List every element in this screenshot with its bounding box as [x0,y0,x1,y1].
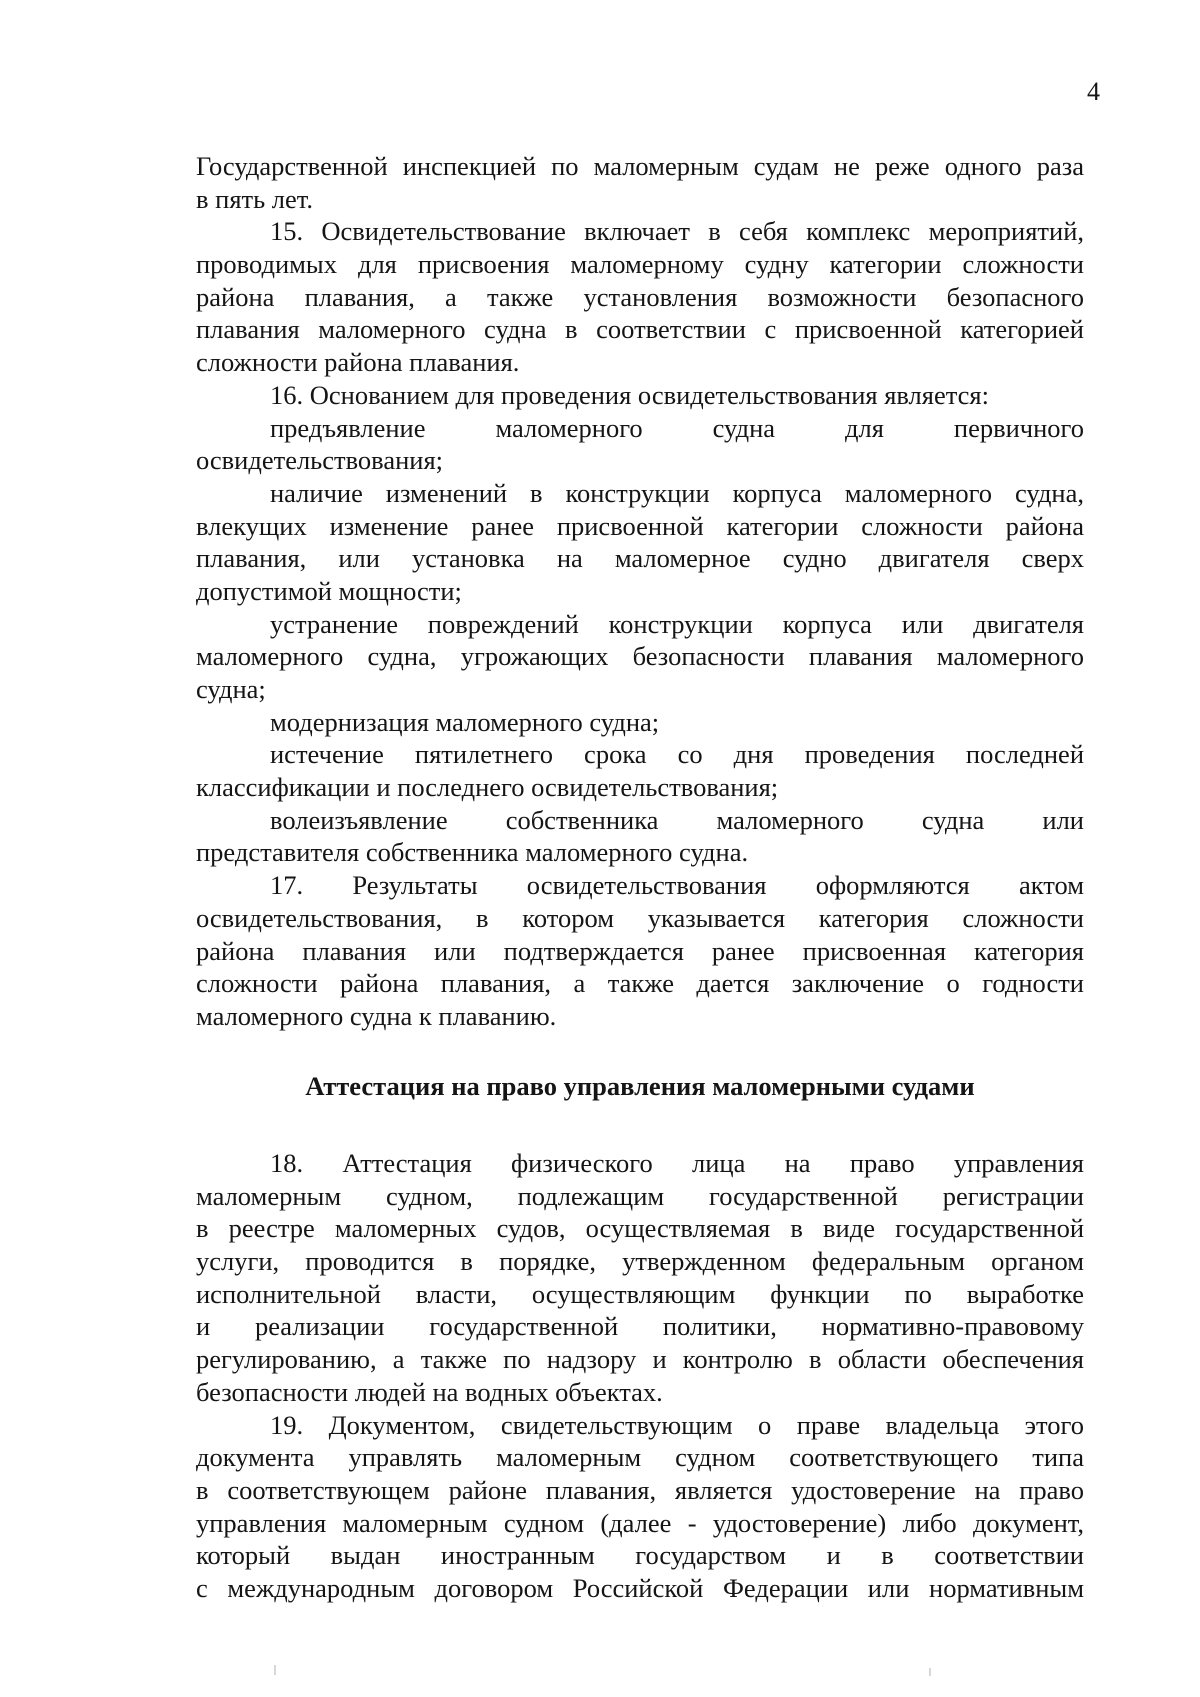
text-line: плавания маломерного судна в соответствии с присвоенной категорией [196,314,1084,345]
text-line: который выдан иностранным государством и в соответствии [196,1540,1084,1571]
page-number: 4 [1087,77,1100,106]
text-line: маломерным судном, подлежащим государственной регистрации [196,1180,1084,1211]
scan-speck [274,1665,276,1675]
text-line: услуги, проводится в порядке, утвержденном федеральным органом [196,1246,1084,1277]
text-line: освидетельствования, в котором указывается категория сложности [196,902,1084,933]
scan-speck [929,1668,931,1676]
text-line: истечение пятилетнего срока со дня проведения последней [270,739,1084,770]
text-line: предъявление маломерного судна для первичного [270,412,1084,443]
text-line: сложности района плавания. [196,347,520,378]
text-line: классификации и последнего освидетельствования; [196,772,779,803]
text-line: 16. Основанием для проведения освидетельствования является: [270,379,989,410]
paragraphs-section-before [196,150,1084,1033]
text-line: в реестре маломерных судов, осуществляемая в виде государственной [196,1213,1084,1244]
text-line: безопасности людей на водных объектах. [196,1376,663,1407]
text-line: с международным договором Российской Федерации или нормативным [196,1572,1084,1603]
text-line: в пять лет. [196,183,313,214]
text-line: регулированию, а также по надзору и контролю в области обеспечения [196,1344,1084,1375]
text-line: освидетельствования; [196,445,444,476]
text-line: 19. Документом, свидетельствующим о праве владельца этого [270,1409,1084,1440]
text-line: управления маломерным судном (далее - удостоверение) либо документ, [196,1507,1084,1538]
section-heading: Аттестация на право управления маломерными судами [305,1071,975,1101]
text-line: 15. Освидетельствование включает в себя комплекс мероприятий, [270,216,1084,247]
text-line: волеизъявление собственника маломерного судна или [270,804,1084,835]
text-line: 18. Аттестация физического лица на право управления [270,1148,1084,1178]
text-line: устранение повреждений конструкции корпуса или двигателя [270,608,1084,639]
text-line: и реализации государственной политики, нормативно-правовому [196,1311,1084,1342]
text-line: Государственной инспекцией по маломерным судам не реже одного раза [196,151,1084,181]
paragraphs-section-after [196,1147,1084,1605]
text-line: судна; [196,674,266,704]
text-line: проводимых для присвоения маломерному судну категории сложности [196,249,1084,280]
text-line: исполнительной власти, осуществляющим функции по выработке [196,1278,1084,1309]
text-line: наличие изменений в конструкции корпуса маломерного судна, [270,477,1084,508]
text-line: представителя собственника маломерного судна. [196,837,749,868]
text-line: модернизация маломерного судна; [270,706,660,737]
text-line: плавания, или установка на маломерное судно двигателя сверх [196,543,1084,574]
text-line: документа управлять маломерным судном соответствующего типа [196,1442,1084,1473]
text-line: маломерного судна, угрожающих безопасности плавания маломерного [196,641,1084,672]
text-line: района плавания или подтверждается ранее присвоенная категория [196,935,1084,966]
text-line: маломерного судна к плаванию. [196,1000,557,1031]
text-line: влекущих изменение ранее присвоенной категории сложности района [196,510,1084,541]
text-line: района плавания, а также установления возможности безопасного [196,281,1084,312]
text-line: 17. Результаты освидетельствования оформляются актом [270,870,1084,901]
text-line: сложности района плавания, а также дается заключение о годности [196,968,1084,999]
text-line: в соответствующем районе плавания, является удостоверение на право [196,1474,1084,1505]
text-line: допустимой мощности; [196,575,462,606]
